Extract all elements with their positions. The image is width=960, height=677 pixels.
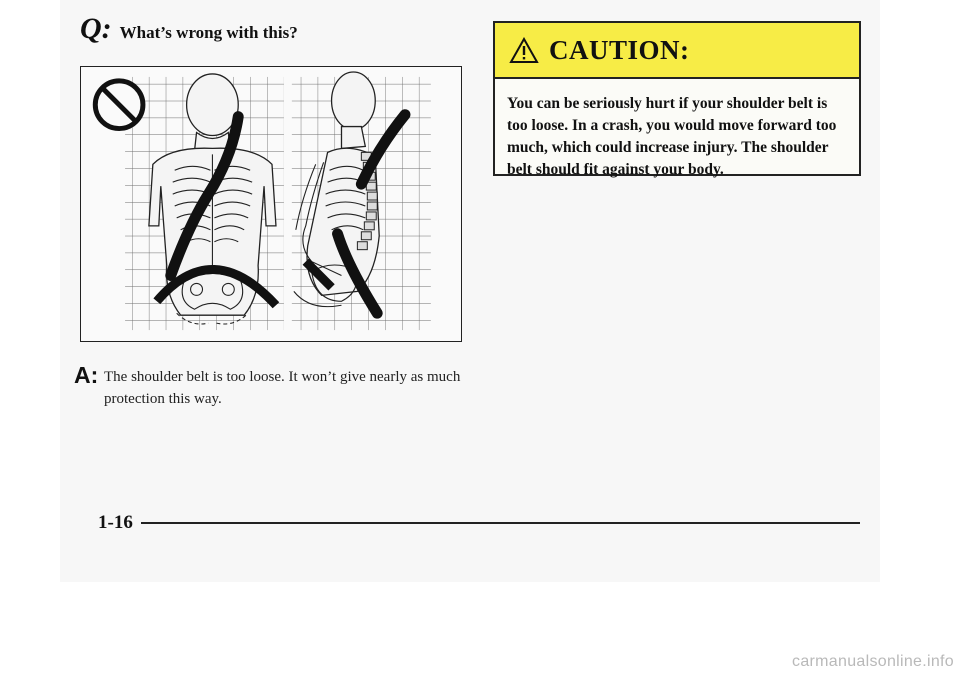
question-line xyxy=(80,12,298,46)
answer-mark-label: A: xyxy=(74,362,99,388)
watermark-text: carmanualsonline.info xyxy=(792,653,954,670)
question-mark-label: Q: xyxy=(80,12,112,45)
prohibition-icon xyxy=(95,81,143,129)
answer-line xyxy=(74,362,474,410)
caution-text: You can be seriously hurt if your shoulder belt is too loose. In a crash, you would move forward too much, which could increase injury. The shoulder belt should fit against your body. xyxy=(507,95,837,178)
page-footer xyxy=(98,512,860,534)
question-text: What’s wrong with this? xyxy=(119,23,298,42)
answer-text: The shoulder belt is too loose. It won’t give nearly as much protection this way. xyxy=(104,369,461,407)
caution-header xyxy=(495,23,859,79)
caution-title: CAUTION: xyxy=(549,34,690,65)
warning-triangle-icon xyxy=(509,37,539,64)
page-number: 1-16 xyxy=(98,512,133,533)
seatbelt-illustration xyxy=(80,66,462,342)
footer-rule xyxy=(141,522,860,524)
caution-box xyxy=(493,21,861,176)
seatbelt-illustration-graphic xyxy=(81,67,461,341)
